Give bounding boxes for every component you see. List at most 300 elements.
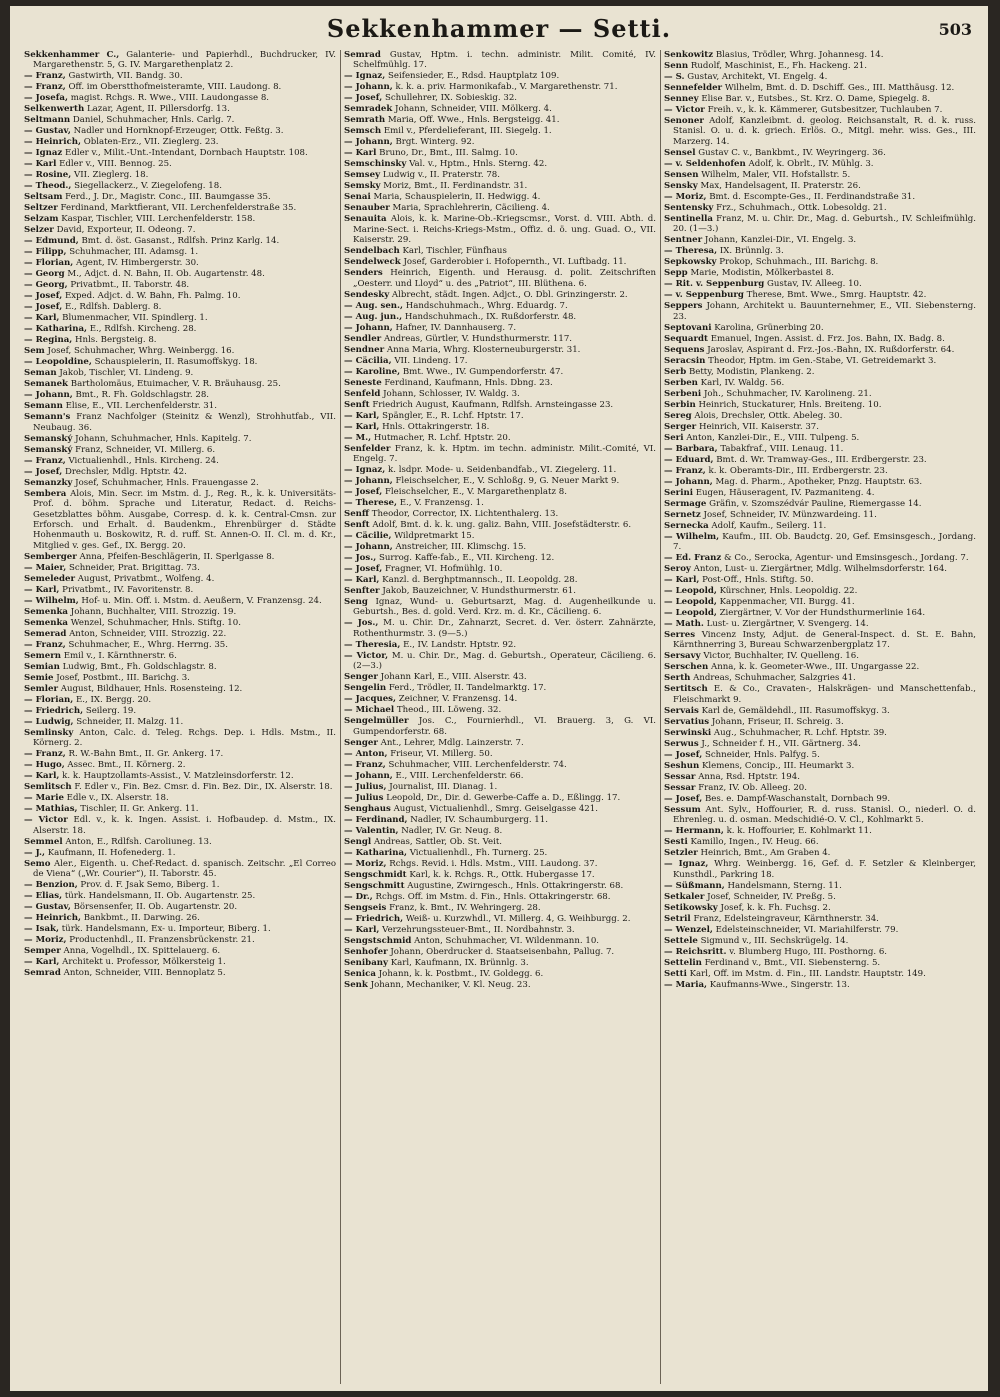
entry-name: Serbin: [664, 399, 696, 410]
entry-details: Gustav, IV. Alleeg. 10.: [767, 279, 862, 290]
directory-entry: [24, 280, 336, 290]
entry-name: — Franz,: [24, 71, 66, 82]
entry-details: Alois, k. k. Marine-Ob.-Kriegscmsr., Vorst. d. VIII. Abth. d. Marine-Sect. i. Reichs-Kriegs-Mstm., Offiz. d. ö. ung. Guad. O., VII. Kaiserstr. 29.: [353, 214, 656, 246]
directory-entry: [344, 93, 656, 103]
directory-entry: [344, 936, 656, 946]
directory-entry: [664, 279, 976, 289]
entry-details: Franz, M. u. Chir. Dr., Mag. d. Geburtsh., IV. Schleifmühlg. 20. (1—3.): [673, 213, 976, 235]
directory-entry: [24, 236, 336, 246]
directory-entry: [24, 924, 336, 934]
directory-entry: [344, 564, 656, 574]
entry-details: E., IV. Landstr. Hptstr. 92.: [403, 639, 517, 650]
directory-entry: [664, 116, 976, 147]
entry-name: — v. Seldenhofen: [664, 158, 746, 169]
directory-entry: [344, 71, 656, 81]
entry-name: Semanský: [24, 433, 73, 444]
entry-name: Semie: [24, 672, 54, 683]
directory-entry: [664, 619, 976, 629]
directory-entry: [664, 214, 976, 235]
entry-details: Kaufmann, II. Hofenederg. 1.: [47, 847, 176, 858]
entry-details: Sigmund v., III. Sechskrügelg. 14.: [700, 935, 849, 946]
directory-entry: [664, 608, 976, 618]
entry-details: k. lsdpr. Mode- u. Seidenbandfab., VI. Ziegelerg. 11.: [388, 465, 617, 476]
entry-name: Semeleder: [24, 573, 75, 584]
entry-name: — Reichsritt.: [664, 946, 727, 957]
entry-details: Josef, Schuhmacher, Whrg. Weinbergg. 16.: [47, 346, 235, 357]
entry-details: Ferdinand, Kaufmann, Hnls. Dbng. 23.: [384, 377, 553, 388]
directory-entry: [664, 290, 976, 300]
directory-entry: [344, 683, 656, 693]
entry-details: Bruno, Dr., Bmt., III. Salmg. 10.: [379, 148, 518, 159]
entry-details: E., IX. Bergg. 20.: [76, 694, 152, 705]
entry-name: — Johann,: [344, 476, 393, 487]
directory-entry: [24, 607, 336, 617]
entry-details: Josef, Schneider, IV. Münzwardeing. 11.: [703, 509, 877, 520]
entry-name: Serb: [664, 366, 687, 377]
directory-entry: [344, 738, 656, 748]
directory-entry: [664, 246, 976, 256]
directory-entry: [24, 148, 336, 158]
entry-name: — Eduard,: [664, 454, 714, 465]
entry-details: Anton, Lust- u. Ziergärtner, Mdlg. Wilhelmsdorferstr. 164.: [693, 564, 948, 575]
entry-details: Prov. d. F. Jsak Semo, Biberg. 1.: [80, 880, 220, 891]
directory-entry: [24, 302, 336, 312]
entry-name: Sendelweck: [344, 257, 401, 268]
entry-name: — Karl,: [24, 584, 60, 595]
entry-details: R. W.-Bahn Bmt., II. Gr. Ankerg. 17.: [68, 749, 224, 760]
entry-name: Seng: [344, 597, 368, 608]
entry-details: Bmt. d. öst. Gasanst., Rdlfsh. Prinz Karlg. 14.: [81, 236, 280, 247]
entry-name: — Johann,: [344, 137, 393, 148]
entry-name: Senghaus: [344, 803, 391, 814]
entry-name: Setzler: [664, 848, 698, 859]
entry-name: Sertitsch: [664, 684, 708, 695]
directory-entry: [24, 673, 336, 683]
directory-entry: [24, 126, 336, 136]
entry-name: Sensel: [664, 147, 696, 158]
directory-entry: [344, 760, 656, 770]
entry-details: Elise, E., VII. Lerchenfelderstr. 31.: [65, 401, 217, 412]
entry-details: Anton, E., Rdlfsh. Caroliuneg. 13.: [65, 836, 212, 847]
entry-details: Kürschner, Hnls. Leopoldig. 22.: [719, 586, 858, 597]
entry-name: Senkowitz: [664, 50, 714, 60]
directory-entry: [664, 499, 976, 509]
entry-details: Franz, Edelsteingraveur, Kärnthnerstr. 34.: [693, 913, 879, 924]
entry-details: Johann, Friseur, II. Schreig. 3.: [711, 716, 844, 727]
entry-details: Eugen, Häuseragent, IV. Pazmaniteng. 4.: [695, 487, 875, 498]
directory-entry: [664, 510, 976, 520]
directory-entry: [664, 400, 976, 410]
entry-details: Anton, Schneider, VIII. Strozzig. 22.: [69, 628, 227, 639]
directory-entry: [664, 761, 976, 771]
entry-details: Assec. Bmt., II. Körnerg. 2.: [67, 760, 186, 771]
entry-details: Journalist, III. Dianag. 1.: [389, 781, 498, 792]
directory-entry: [664, 411, 976, 421]
entry-details: Agent, IV. Himbergerstr. 30.: [76, 258, 199, 269]
directory-entry: [24, 93, 336, 103]
directory-entry: [344, 705, 656, 715]
entry-details: k. k. a. priv. Harmonikafab., V. Margarethenstr. 71.: [395, 82, 618, 93]
directory-entry: [24, 684, 336, 694]
entry-details: Karl, Kaufmann, IX. Brünnlg. 3.: [390, 957, 529, 968]
directory-entry: [344, 115, 656, 125]
entry-name: — Ludwig,: [24, 716, 74, 727]
directory-entry: [24, 489, 336, 551]
entry-name: — Moriz,: [24, 935, 67, 946]
entry-name: — Florian,: [24, 258, 74, 269]
entry-details: Bmt., R. Fh. Goldschlagstr. 28.: [75, 390, 210, 401]
directory-entry: [664, 532, 976, 553]
directory-entry: [24, 946, 336, 956]
entry-name: Semper: [24, 946, 61, 957]
entry-details: Karl de, Gemäldehdl., III. Rasumoffskyg. 3.: [701, 705, 890, 716]
directory-entry: [664, 651, 976, 661]
entry-name: — Karl,: [344, 410, 380, 421]
entry-name: — Jos.,: [344, 618, 379, 629]
entry-details: Mag. d. Pharm., Apotheker, Pnzg. Hauptstr. 63.: [715, 476, 923, 487]
entry-details: Kaufm., III. Ob. Baudctg. 20, Gef. Emsinsgesch., Jordang. 7.: [673, 531, 976, 553]
directory-entry: [664, 455, 976, 465]
directory-entry: [24, 137, 336, 147]
entry-name: — Anton,: [344, 748, 388, 759]
directory-entry: [24, 618, 336, 628]
entry-details: M., Adjct. d. N. Bahn, II. Ob. Augartenstr. 48.: [67, 269, 265, 280]
entry-name: Sensky: [664, 180, 698, 191]
entry-details: Aug., Schuhmacher, R. Lchf. Hptstr. 39.: [713, 727, 887, 738]
entry-details: VII. Lindeng. 17.: [394, 355, 468, 366]
entry-name: Sessum: [664, 804, 701, 815]
entry-name: — Franz,: [24, 82, 66, 93]
directory-entry: [664, 706, 976, 716]
entry-name: — Johann,: [664, 476, 713, 487]
directory-entry: [664, 488, 976, 498]
entry-details: Jakob, Tischler, VI. Lindeng. 9.: [59, 368, 194, 379]
entry-name: Sem: [24, 346, 45, 357]
entry-details: Theodor, Corrector, IX. Lichtenthalerg. 13.: [371, 509, 559, 520]
entry-details: Siegellackerz., V. Ziegelofeng. 18.: [74, 181, 222, 192]
entry-name: — Friedrich,: [24, 705, 84, 716]
directory-entry: [664, 148, 976, 158]
column-2: [340, 50, 656, 1384]
directory-entry: [24, 214, 336, 224]
directory-entry: [664, 301, 976, 322]
entry-name: Sengelmüller: [344, 716, 409, 727]
directory-entry: [344, 947, 656, 957]
entry-details: Franz Nachfolger (Steinitz & Wenzl), Strohhutfab., VII. Neubaug. 36.: [33, 412, 336, 433]
entry-details: Karl, Off. im Mstm. d. Fin., III. Landstr. Hauptstr. 149.: [689, 968, 926, 979]
entry-details: Nadler, IV. Gr. Neug. 8.: [401, 825, 503, 836]
entry-name: — Wilhelm,: [24, 595, 79, 606]
directory-entry: [344, 323, 656, 333]
entry-name: Serth: [664, 673, 691, 684]
entry-details: Post-Off., Hnls. Stiftg. 50.: [702, 575, 814, 586]
entry-details: Bes. e. Dampf-Waschanstalt, Dornbach 99.: [704, 793, 891, 804]
entry-name: Senney: [664, 94, 699, 104]
entry-details: Emil v., I. Kärnthnerstr. 6.: [63, 650, 177, 661]
entry-name: — Edmund,: [24, 236, 79, 247]
directory-entry: [24, 467, 336, 477]
entry-name: Sengschmidt: [344, 869, 407, 880]
entry-details: Schuhmacher, III. Adamsg. 1.: [69, 247, 199, 258]
entry-details: Seifensieder, E., Rdsd. Hauptplatz 109.: [388, 71, 560, 82]
page-header: [10, 6, 988, 48]
directory-entry: [344, 159, 656, 169]
directory-entry: [344, 804, 656, 814]
entry-details: Anna, k. k. Geometer-Wwe., III. Ungargasse 22.: [710, 662, 920, 673]
entry-name: — Josef,: [344, 564, 383, 575]
entry-details: Franz, IV. Ob. Alleeg. 20.: [698, 782, 807, 793]
entry-name: — Victor,: [344, 650, 389, 661]
entry-name: — Hugo,: [24, 760, 65, 771]
entry-name: — Georg: [24, 269, 65, 280]
entry-name: — Josef,: [24, 291, 63, 302]
entry-details: August, Privatbmt., Wolfeng. 4.: [77, 573, 215, 584]
entry-name: Sereg: [664, 410, 692, 421]
entry-details: k. k. Hoffourier, E. Kohlmarkt 11.: [726, 826, 872, 837]
entry-details: k. k. Oberamts-Dir., III. Erdbergerstr. 23.: [708, 465, 888, 476]
entry-details: Anton, Schneider, VIII. Bennoplatz 5.: [63, 968, 226, 979]
entry-name: — Valentin,: [344, 825, 399, 836]
entry-name: — Dr.,: [344, 891, 373, 902]
entry-details: Augustine, Zwirngesch., Hnls. Ottakringerstr. 68.: [407, 880, 624, 891]
directory-entry: [344, 651, 656, 672]
entry-details: Kaufmanns-Wwe., Singerstr. 13.: [709, 979, 850, 990]
directory-entry: [24, 346, 336, 356]
entry-name: — Regina,: [24, 335, 73, 346]
entry-details: Emil v., Pferdelieferant, III. Siegelg. 1.: [383, 126, 552, 137]
entry-name: Semenka: [24, 606, 69, 617]
directory-entry: [344, 903, 656, 913]
entry-name: — Aug. jun.,: [344, 311, 403, 322]
entry-details: Rchgs. Revid. i. Hdls. Mstm., VIII. Laudong. 37.: [389, 858, 598, 869]
directory-entry: [344, 782, 656, 792]
entry-details: Gräfin, v. Szomszédvár Pauline, Riemergasse 14.: [709, 498, 922, 509]
entry-name: Seltzer: [24, 203, 58, 214]
entry-name: — Wenzel,: [664, 924, 713, 935]
entry-details: Klemens, Concip., III. Heumarkt 3.: [702, 760, 855, 771]
entry-name: Sequens: [664, 344, 705, 355]
entry-name: Senfelder: [344, 443, 391, 454]
column-1: [24, 50, 336, 1384]
entry-name: — Karl,: [664, 575, 700, 586]
entry-details: Ant. Sylv., Hoffourier, R. d. russ. Stanisl. O., niederl. O. d. Ehrenleg. u. d. osman. Medschidié-O. V. Cl., Kohlmarkt 5.: [673, 804, 976, 826]
directory-entry: [344, 367, 656, 377]
entry-name: Senai: [344, 192, 371, 203]
directory-entry: [664, 859, 976, 880]
entry-name: Selzer: [24, 225, 54, 236]
entry-details: Edelsteinschneider, VI. Mariahilferstr. 79.: [715, 924, 899, 935]
entry-details: Josef, k. k. Fh. Fuchsg. 2.: [720, 902, 831, 913]
entry-details: Kanzl. d. Berghptmannsch., II. Leopoldg. 28.: [382, 575, 578, 586]
entry-name: Seshun: [664, 760, 700, 771]
directory-entry: [344, 476, 656, 486]
directory-entry: [344, 257, 656, 267]
entry-name: — Karl: [344, 148, 377, 159]
entry-name: Senk: [344, 979, 368, 990]
entry-name: Sessar: [664, 782, 696, 793]
directory-columns: [24, 50, 976, 1384]
entry-name: — Barbara,: [664, 443, 718, 454]
entry-details: E., Rdlfsh. Kircheng. 28.: [89, 324, 197, 335]
entry-name: Senica: [344, 968, 376, 979]
entry-details: Heinrich, VII. Kaiserstr. 37.: [698, 421, 819, 432]
entry-name: — Josef,: [344, 487, 383, 498]
entry-details: Moriz, Bmt., II. Ferdinandstr. 31.: [383, 181, 528, 192]
entry-details: E., Rdlfsh. Dablerg. 8.: [64, 302, 162, 313]
directory-entry: [664, 673, 976, 683]
directory-entry: [344, 925, 656, 935]
entry-details: Adolf, k. Obrlt., IV. Mühlg. 3.: [748, 158, 874, 169]
entry-name: Sennefelder: [664, 83, 723, 93]
entry-details: E., VIII. Lerchenfelderstr. 66.: [395, 770, 524, 781]
directory-entry: [664, 72, 976, 82]
directory-entry: [664, 268, 976, 278]
entry-name: Sernecka: [664, 520, 709, 531]
directory-entry: [24, 379, 336, 389]
entry-name: Serini: [664, 487, 693, 498]
directory-entry: [664, 203, 976, 213]
entry-name: Sermage: [664, 498, 707, 509]
entry-name: Semsey: [344, 170, 381, 181]
entry-details: Johann, Mechaniker, V. Kl. Neug. 23.: [370, 979, 531, 990]
directory-entry: [24, 574, 336, 584]
directory-entry: [24, 815, 336, 836]
entry-details: Johann Karl, E., VIII. Alserstr. 43.: [380, 672, 527, 683]
entry-name: — Moriz,: [344, 858, 387, 869]
directory-entry: [344, 870, 656, 880]
entry-details: Johann, Architekt u. Bauunternehmer, E., VII. Siebensterng. 23.: [673, 301, 976, 322]
directory-entry: [344, 771, 656, 781]
entry-name: — Cäcilia,: [344, 355, 392, 366]
entry-details: Daniel, Schuhmacher, Hnls. Carlg. 7.: [72, 115, 235, 126]
entry-details: Ferdinand v., Bmt., VII. Siebensterng. 5.: [704, 957, 881, 968]
directory-entry: [24, 104, 336, 114]
entry-name: — Theod.,: [24, 181, 72, 192]
entry-details: Theodor, Hptm. im Gen.-Stabe, VI. Getreidemarkt 3.: [708, 355, 937, 366]
directory-entry: [664, 105, 976, 115]
entry-details: Privatbmt., II. Taborstr. 48.: [70, 280, 190, 291]
entry-name: Semann's: [24, 412, 71, 423]
entry-details: Ignaz, Wund- u. Geburtsarzt, Mag. d. Augenheilkunde u. Geburtsh., Bes. d. gold. Verd. Krz. m. d. Kr., Cäcilieng. 6.: [353, 597, 656, 618]
directory-entry: [24, 258, 336, 268]
entry-name: — Gustav,: [24, 126, 71, 137]
directory-entry: [664, 837, 976, 847]
directory-entry: [24, 957, 336, 967]
directory-entry: [664, 422, 976, 432]
entry-details: Johann, Schlosser, IV. Waldg. 3.: [383, 388, 520, 399]
entry-details: Leopold, Dr., Dir. d. Gewerbe-Caffe a. D., Eßlingg. 17.: [386, 792, 621, 803]
entry-name: Senff: [344, 509, 369, 520]
entry-details: Freih. v., k. k. Kämmerer, Gutsbesitzer, Tuchlauben 7.: [707, 105, 943, 115]
directory-entry: [664, 83, 976, 93]
directory-entry: [344, 575, 656, 585]
directory-entry: [344, 411, 656, 421]
entry-name: Senauita: [344, 214, 387, 225]
entry-name: — Süßmann,: [664, 880, 725, 891]
entry-details: J., Schneider f. H., VII. Gärtnerg. 34.: [701, 738, 861, 749]
entry-name: Sengelin: [344, 683, 387, 694]
entry-name: — Rosine,: [24, 170, 72, 181]
entry-details: Karl, k. k. Rchgs. R., Ottk. Hubergasse 17.: [409, 869, 595, 880]
entry-details: Fragner, VI. Hofmühlg. 10.: [384, 564, 503, 575]
entry-details: Johann, Buchhalter, VIII. Strozzig. 19.: [70, 606, 237, 617]
entry-name: — Aug. sen.,: [344, 300, 404, 311]
directory-entry: [344, 881, 656, 891]
entry-name: — Heinrich,: [24, 137, 81, 148]
entry-name: — Rit. v. Seppenburg: [664, 279, 765, 290]
directory-entry: [24, 225, 336, 235]
directory-entry: [664, 257, 976, 267]
entry-details: Max, Handelsagent, II. Praterstr. 26.: [700, 180, 861, 191]
entry-details: Tabakfraf., VIII. Lenaug. 11.: [720, 443, 844, 454]
entry-name: Sengl: [344, 836, 372, 847]
entry-details: Hof- u. Min. Off. i. Mstm. d. Aeußern, V. Franzensg. 24.: [81, 595, 322, 606]
entry-details: Tischler, II. Gr. Ankerg. 11.: [80, 804, 199, 815]
directory-entry: [24, 848, 336, 858]
entry-name: Sendesky: [344, 289, 390, 300]
entry-details: türk. Handelsmann, II. Ob. Augartenstr. 25.: [64, 891, 256, 902]
entry-name: Serben: [664, 377, 698, 388]
directory-entry: [664, 794, 976, 804]
directory-entry: [344, 958, 656, 968]
entry-name: Settele: [664, 935, 698, 946]
directory-entry: [344, 334, 656, 344]
entry-details: Hutmacher, R. Lchf. Hptstr. 20.: [373, 432, 511, 443]
directory-entry: [24, 324, 336, 334]
directory-entry: [664, 389, 976, 399]
directory-entry: [24, 434, 336, 444]
directory-entry: [664, 378, 976, 388]
entry-details: Marie, Modistin, Mölkerbastei 8.: [690, 268, 834, 279]
entry-name: — Ed. Franz: [664, 553, 722, 564]
entry-name: — Elias,: [24, 891, 63, 902]
entry-name: Sembera: [24, 488, 67, 499]
directory-entry: [24, 115, 336, 125]
entry-name: Senders: [344, 268, 383, 279]
entry-details: Anton, Schuhmacher, VI. Wildenmann. 10.: [414, 935, 600, 946]
entry-details: & Co., Serocka, Agentur- und Emsinsgesch., Jordang. 7.: [724, 553, 969, 564]
entry-name: Semlinsky: [24, 727, 74, 738]
directory-entry: [664, 334, 976, 344]
directory-entry: [664, 783, 976, 793]
entry-name: Sentensky: [664, 202, 714, 213]
directory-entry: [664, 159, 976, 169]
entry-details: Kappenmacher, VII. Burgg. 41.: [719, 597, 855, 608]
entry-name: Semrad: [344, 50, 381, 60]
entry-name: Senger: [344, 737, 378, 748]
directory-entry: [24, 717, 336, 727]
directory-entry: [24, 357, 336, 367]
directory-entry: [344, 793, 656, 803]
directory-entry: [24, 192, 336, 202]
entry-details: Brgt. Winterg. 92.: [395, 137, 475, 148]
entry-details: Maria, Schauspielerin, II. Hedwigg. 4.: [373, 192, 541, 203]
directory-entry: [664, 848, 976, 858]
entry-details: August, Victualienhdl., Smrg. Geiselgasse 421.: [393, 803, 598, 814]
entry-name: Semsky: [344, 181, 381, 192]
directory-entry: [664, 717, 976, 727]
entry-name: Sersavy: [664, 651, 701, 662]
directory-entry: [664, 684, 976, 705]
entry-details: Friedrich August, Kaufmann, Rdlfsh. Arnsteingasse 23.: [372, 399, 614, 410]
entry-name: — Therese,: [344, 498, 397, 509]
entry-name: Semrath: [344, 115, 386, 126]
directory-entry: [664, 958, 976, 968]
entry-name: — Moriz,: [664, 191, 707, 202]
entry-name: Selkenwerth: [24, 104, 85, 115]
entry-name: Serres: [664, 630, 696, 641]
entry-name: Setril: [664, 913, 691, 924]
